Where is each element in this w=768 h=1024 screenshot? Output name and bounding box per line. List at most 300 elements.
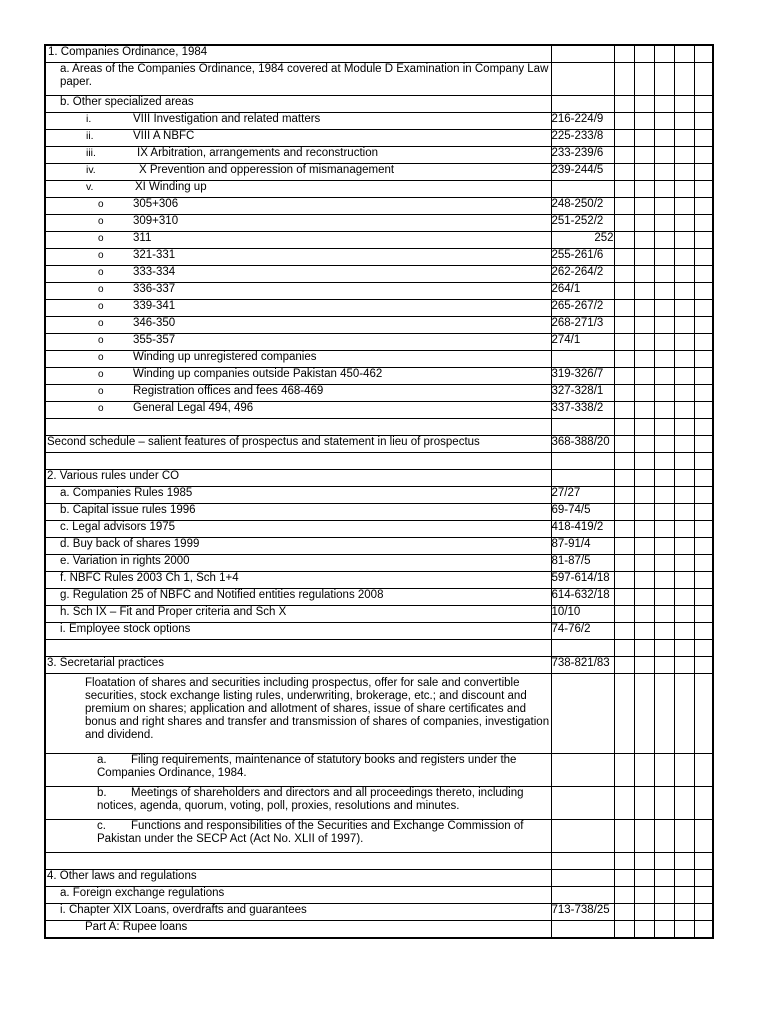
checkbox-cell[interactable] xyxy=(654,787,674,820)
topic-text: 1. Companies Ordinance, 1984 xyxy=(48,46,208,58)
checkbox-cell[interactable] xyxy=(634,820,654,853)
table-row xyxy=(45,453,713,470)
page-ref-cell xyxy=(551,96,614,113)
checkbox-cell[interactable] xyxy=(634,555,654,572)
checkbox-cell[interactable] xyxy=(654,572,674,589)
checkbox-cell[interactable] xyxy=(634,538,654,555)
checkbox-cell[interactable] xyxy=(654,555,674,572)
checkbox-cell[interactable] xyxy=(634,232,654,249)
topic-cell xyxy=(45,45,551,63)
checkbox-cell[interactable] xyxy=(694,623,713,640)
checkbox-cell[interactable] xyxy=(694,470,713,487)
table-row xyxy=(45,470,713,487)
checkbox-cell[interactable] xyxy=(674,904,694,921)
page-ref-cell xyxy=(551,787,614,820)
checkbox-cell[interactable] xyxy=(654,283,674,300)
checkbox-cell[interactable] xyxy=(614,181,634,198)
checkbox-cell[interactable] xyxy=(694,317,713,334)
checkbox-cell[interactable] xyxy=(634,334,654,351)
checkbox-cell[interactable] xyxy=(614,113,634,130)
topic-text: c. Legal advisors 1975 xyxy=(60,521,176,533)
topic-cell xyxy=(45,453,551,470)
checkbox-cell[interactable] xyxy=(694,181,713,198)
checkbox-cell[interactable] xyxy=(654,487,674,504)
checkbox-cell[interactable] xyxy=(674,887,694,904)
page-ref-cell xyxy=(551,317,614,334)
checkbox-cell[interactable] xyxy=(694,334,713,351)
checkbox-cell[interactable] xyxy=(614,249,634,266)
checkbox-cell[interactable] xyxy=(614,640,634,657)
checkbox-cell[interactable] xyxy=(674,820,694,853)
checkbox-cell[interactable] xyxy=(674,657,694,674)
checkbox-cell[interactable] xyxy=(674,453,694,470)
checkbox-cell[interactable] xyxy=(694,96,713,113)
checkbox-cell[interactable] xyxy=(674,521,694,538)
checkbox-cell[interactable] xyxy=(694,436,713,453)
checkbox-cell[interactable] xyxy=(634,453,654,470)
checkbox-cell[interactable] xyxy=(654,921,674,939)
checkbox-cell[interactable] xyxy=(634,521,654,538)
checkbox-cell[interactable] xyxy=(674,419,694,436)
checkbox-cell[interactable] xyxy=(654,249,674,266)
table-row xyxy=(45,300,713,317)
checkbox-cell[interactable] xyxy=(654,402,674,419)
topic-cell xyxy=(45,385,551,402)
checkbox-cell[interactable] xyxy=(674,870,694,887)
checkbox-cell[interactable] xyxy=(654,368,674,385)
bullet-marker: o xyxy=(98,301,104,312)
checkbox-cell[interactable] xyxy=(634,606,654,623)
checkbox-cell[interactable] xyxy=(654,504,674,521)
checkbox-cell[interactable] xyxy=(614,402,634,419)
checkbox-cell[interactable] xyxy=(614,820,634,853)
checkbox-cell[interactable] xyxy=(674,436,694,453)
checkbox-cell[interactable] xyxy=(614,300,634,317)
topic-cell xyxy=(45,904,551,921)
checkbox-cell[interactable] xyxy=(614,470,634,487)
checkbox-cell[interactable] xyxy=(614,623,634,640)
checkbox-cell[interactable] xyxy=(614,385,634,402)
topic-cell xyxy=(45,249,551,266)
checkbox-cell[interactable] xyxy=(634,921,654,939)
checkbox-cell[interactable] xyxy=(614,368,634,385)
topic-cell xyxy=(45,921,551,939)
checkbox-cell[interactable] xyxy=(634,504,654,521)
checkbox-cell[interactable] xyxy=(694,921,713,939)
checkbox-cell[interactable] xyxy=(654,657,674,674)
checkbox-cell[interactable] xyxy=(674,334,694,351)
checkbox-cell[interactable] xyxy=(654,538,674,555)
checkbox-cell[interactable] xyxy=(614,674,634,754)
checkbox-cell[interactable] xyxy=(694,351,713,368)
checkbox-cell[interactable] xyxy=(674,853,694,870)
bullet-marker: o xyxy=(98,403,104,414)
topic-cell xyxy=(45,555,551,572)
checkbox-cell[interactable] xyxy=(634,113,654,130)
checkbox-cell[interactable] xyxy=(634,164,654,181)
checkbox-cell[interactable] xyxy=(634,215,654,232)
checkbox-cell[interactable] xyxy=(614,45,634,63)
checkbox-cell[interactable] xyxy=(634,147,654,164)
checkbox-cell[interactable] xyxy=(694,787,713,820)
checkbox-cell[interactable] xyxy=(654,589,674,606)
checkbox-cell[interactable] xyxy=(674,215,694,232)
checkbox-cell[interactable] xyxy=(634,317,654,334)
checkbox-cell[interactable] xyxy=(634,198,654,215)
page-ref: 274/1 xyxy=(551,334,581,346)
page-ref: 233-239/6 xyxy=(551,147,604,159)
checkbox-cell[interactable] xyxy=(654,215,674,232)
checkbox-cell[interactable] xyxy=(654,904,674,921)
page-ref-cell xyxy=(551,249,614,266)
topic-cell xyxy=(45,487,551,504)
checkbox-cell[interactable] xyxy=(654,870,674,887)
checkbox-cell[interactable] xyxy=(634,853,654,870)
checkbox-cell[interactable] xyxy=(654,606,674,623)
checkbox-cell[interactable] xyxy=(614,504,634,521)
checkbox-cell[interactable] xyxy=(674,555,694,572)
checkbox-cell[interactable] xyxy=(614,787,634,820)
bullet-marker: o xyxy=(98,369,104,380)
checkbox-cell[interactable] xyxy=(694,453,713,470)
page-ref: 265-267/2 xyxy=(551,300,604,312)
page-ref-cell xyxy=(551,921,614,939)
checkbox-cell[interactable] xyxy=(614,266,634,283)
checkbox-cell[interactable] xyxy=(694,572,713,589)
checkbox-cell[interactable] xyxy=(674,623,694,640)
table-row xyxy=(45,266,713,283)
topic-cell xyxy=(45,334,551,351)
checkbox-cell[interactable] xyxy=(694,232,713,249)
page-ref-cell xyxy=(551,487,614,504)
checkbox-cell[interactable] xyxy=(614,453,634,470)
page-ref-cell xyxy=(551,436,614,453)
checkbox-cell[interactable] xyxy=(654,198,674,215)
table-row xyxy=(45,521,713,538)
checkbox-cell[interactable] xyxy=(674,470,694,487)
checkbox-cell[interactable] xyxy=(634,436,654,453)
checkbox-cell[interactable] xyxy=(634,787,654,820)
checkbox-cell[interactable] xyxy=(674,640,694,657)
checkbox-cell[interactable] xyxy=(654,419,674,436)
checkbox-cell[interactable] xyxy=(634,96,654,113)
table-row xyxy=(45,870,713,887)
checkbox-cell[interactable] xyxy=(634,300,654,317)
checkbox-cell[interactable] xyxy=(674,351,694,368)
checkbox-cell[interactable] xyxy=(674,181,694,198)
checkbox-cell[interactable] xyxy=(654,232,674,249)
checkbox-cell[interactable] xyxy=(694,820,713,853)
checkbox-cell[interactable] xyxy=(634,674,654,754)
checkbox-cell[interactable] xyxy=(654,820,674,853)
checkbox-cell[interactable] xyxy=(654,130,674,147)
checkbox-cell[interactable] xyxy=(674,45,694,63)
topic-cell xyxy=(45,283,551,300)
checkbox-cell[interactable] xyxy=(614,419,634,436)
checkbox-cell[interactable] xyxy=(614,351,634,368)
topic-text: 305+306 xyxy=(133,198,179,210)
page-ref: 239-244/5 xyxy=(551,164,604,176)
checkbox-cell[interactable] xyxy=(654,164,674,181)
checkbox-cell[interactable] xyxy=(674,787,694,820)
page-ref-cell xyxy=(551,904,614,921)
checkbox-cell[interactable] xyxy=(674,921,694,939)
checkbox-cell[interactable] xyxy=(674,487,694,504)
topic-cell xyxy=(45,572,551,589)
checkbox-cell[interactable] xyxy=(614,147,634,164)
checkbox-cell[interactable] xyxy=(694,555,713,572)
checkbox-cell[interactable] xyxy=(634,487,654,504)
checkbox-cell[interactable] xyxy=(654,385,674,402)
checkbox-cell[interactable] xyxy=(634,266,654,283)
checkbox-cell[interactable] xyxy=(634,589,654,606)
checkbox-cell[interactable] xyxy=(674,147,694,164)
table-row xyxy=(45,787,713,820)
checkbox-cell[interactable] xyxy=(694,198,713,215)
checkbox-cell[interactable] xyxy=(654,63,674,96)
checkbox-cell[interactable] xyxy=(674,385,694,402)
checkbox-cell[interactable] xyxy=(694,419,713,436)
checkbox-cell[interactable] xyxy=(694,870,713,887)
checkbox-cell[interactable] xyxy=(694,402,713,419)
topic-cell xyxy=(45,419,551,436)
checkbox-cell[interactable] xyxy=(634,754,654,787)
topic-text: b. Other specialized areas xyxy=(60,96,194,108)
checkbox-cell[interactable] xyxy=(674,198,694,215)
checkbox-cell[interactable] xyxy=(694,63,713,96)
checkbox-cell[interactable] xyxy=(634,657,654,674)
checkbox-cell[interactable] xyxy=(674,130,694,147)
checkbox-cell[interactable] xyxy=(614,853,634,870)
checkbox-cell[interactable] xyxy=(634,904,654,921)
checkbox-cell[interactable] xyxy=(634,130,654,147)
checkbox-cell[interactable] xyxy=(654,754,674,787)
topic-text: Meetings of shareholders and directors and all proceedings thereto, including notices, agenda, quorum, voting, poll, proxies, resolutions and minutes. xyxy=(97,787,524,812)
checkbox-cell[interactable] xyxy=(694,754,713,787)
checkbox-cell[interactable] xyxy=(634,623,654,640)
topic-cell xyxy=(45,198,551,215)
page-ref: 216-224/9 xyxy=(551,113,604,125)
checkbox-cell[interactable] xyxy=(654,266,674,283)
topic-text: a. Companies Rules 1985 xyxy=(60,487,193,499)
checkbox-cell[interactable] xyxy=(654,300,674,317)
page-ref-cell xyxy=(551,754,614,787)
checkbox-cell[interactable] xyxy=(614,521,634,538)
checkbox-cell[interactable] xyxy=(674,368,694,385)
checkbox-cell[interactable] xyxy=(694,853,713,870)
table-row xyxy=(45,921,713,939)
checkbox-cell[interactable] xyxy=(654,640,674,657)
checkbox-cell[interactable] xyxy=(674,589,694,606)
checkbox-cell[interactable] xyxy=(694,215,713,232)
checkbox-cell[interactable] xyxy=(654,317,674,334)
checkbox-cell[interactable] xyxy=(694,368,713,385)
checkbox-cell[interactable] xyxy=(614,63,634,96)
topic-text: 321-331 xyxy=(133,249,176,261)
checkbox-cell[interactable] xyxy=(674,572,694,589)
checkbox-cell[interactable] xyxy=(614,870,634,887)
checkbox-cell[interactable] xyxy=(614,436,634,453)
bullet-marker: o xyxy=(98,386,104,397)
table-row xyxy=(45,130,713,147)
checkbox-cell[interactable] xyxy=(694,385,713,402)
page-ref-cell xyxy=(551,657,614,674)
checkbox-cell[interactable] xyxy=(634,870,654,887)
bullet-marker: o xyxy=(98,284,104,295)
topic-cell xyxy=(45,351,551,368)
checkbox-cell[interactable] xyxy=(634,887,654,904)
checkbox-cell[interactable] xyxy=(654,436,674,453)
page-ref-cell xyxy=(551,45,614,63)
page-ref: 319-326/7 xyxy=(551,368,604,380)
checkbox-cell[interactable] xyxy=(694,904,713,921)
checkbox-cell[interactable] xyxy=(694,606,713,623)
table-row xyxy=(45,402,713,419)
checkbox-cell[interactable] xyxy=(694,674,713,754)
checkbox-cell[interactable] xyxy=(614,589,634,606)
checkbox-cell[interactable] xyxy=(674,300,694,317)
page-ref-cell xyxy=(551,215,614,232)
checkbox-cell[interactable] xyxy=(654,623,674,640)
checkbox-cell[interactable] xyxy=(694,640,713,657)
checkbox-cell[interactable] xyxy=(614,555,634,572)
table-row xyxy=(45,606,713,623)
bullet-marker: o xyxy=(98,267,104,278)
checkbox-cell[interactable] xyxy=(654,887,674,904)
checkbox-cell[interactable] xyxy=(694,266,713,283)
checkbox-cell[interactable] xyxy=(694,521,713,538)
checkbox-cell[interactable] xyxy=(694,300,713,317)
checkbox-cell[interactable] xyxy=(614,130,634,147)
topic-text: 3. Secretarial practices xyxy=(47,657,164,669)
checkbox-cell[interactable] xyxy=(694,887,713,904)
table-row xyxy=(45,164,713,181)
topic-cell xyxy=(45,870,551,887)
checkbox-cell[interactable] xyxy=(614,754,634,787)
checkbox-cell[interactable] xyxy=(674,249,694,266)
checkbox-cell[interactable] xyxy=(634,640,654,657)
checkbox-cell[interactable] xyxy=(674,674,694,754)
checkbox-cell[interactable] xyxy=(654,453,674,470)
page-ref-cell xyxy=(551,147,614,164)
checkbox-cell[interactable] xyxy=(634,181,654,198)
checkbox-cell[interactable] xyxy=(654,113,674,130)
checkbox-cell[interactable] xyxy=(694,504,713,521)
checkbox-cell[interactable] xyxy=(674,232,694,249)
checkbox-cell[interactable] xyxy=(694,113,713,130)
checkbox-cell[interactable] xyxy=(634,45,654,63)
checkbox-cell[interactable] xyxy=(694,657,713,674)
checkbox-cell[interactable] xyxy=(674,402,694,419)
checkbox-cell[interactable] xyxy=(674,164,694,181)
checkbox-cell[interactable] xyxy=(614,198,634,215)
topic-cell xyxy=(45,504,551,521)
checkbox-cell[interactable] xyxy=(694,589,713,606)
checkbox-cell[interactable] xyxy=(614,904,634,921)
checkbox-cell[interactable] xyxy=(674,754,694,787)
checkbox-cell[interactable] xyxy=(654,521,674,538)
table-row xyxy=(45,113,713,130)
topic-text: f. NBFC Rules 2003 Ch 1, Sch 1+4 xyxy=(60,572,239,584)
table-row xyxy=(45,317,713,334)
checkbox-cell[interactable] xyxy=(694,45,713,63)
checkbox-cell[interactable] xyxy=(694,164,713,181)
table-row xyxy=(45,436,713,453)
checkbox-cell[interactable] xyxy=(634,385,654,402)
checkbox-cell[interactable] xyxy=(614,921,634,939)
page-ref: 252 xyxy=(594,232,614,244)
checkbox-cell[interactable] xyxy=(674,63,694,96)
checkbox-cell[interactable] xyxy=(634,419,654,436)
checkbox-cell[interactable] xyxy=(694,283,713,300)
checkbox-cell[interactable] xyxy=(654,470,674,487)
checkbox-cell[interactable] xyxy=(674,283,694,300)
checkbox-cell[interactable] xyxy=(654,853,674,870)
checkbox-cell[interactable] xyxy=(634,470,654,487)
checkbox-cell[interactable] xyxy=(614,487,634,504)
checkbox-cell[interactable] xyxy=(674,113,694,130)
checkbox-cell[interactable] xyxy=(634,283,654,300)
topic-text: Filing requirements, maintenance of statutory books and registers under the Companies Ordinance, 1984. xyxy=(97,754,517,779)
checkbox-cell[interactable] xyxy=(634,351,654,368)
checkbox-cell[interactable] xyxy=(614,606,634,623)
checkbox-cell[interactable] xyxy=(694,147,713,164)
checkbox-cell[interactable] xyxy=(654,45,674,63)
table-row xyxy=(45,555,713,572)
table-row xyxy=(45,232,713,249)
checkbox-cell[interactable] xyxy=(654,674,674,754)
checkbox-cell[interactable] xyxy=(654,334,674,351)
checkbox-cell[interactable] xyxy=(614,96,634,113)
checkbox-cell[interactable] xyxy=(634,368,654,385)
checkbox-cell[interactable] xyxy=(674,317,694,334)
table-row xyxy=(45,853,713,870)
checkbox-cell[interactable] xyxy=(614,334,634,351)
checkbox-cell[interactable] xyxy=(614,887,634,904)
checkbox-cell[interactable] xyxy=(674,606,694,623)
checkbox-cell[interactable] xyxy=(614,538,634,555)
checkbox-cell[interactable] xyxy=(614,657,634,674)
page-ref-cell xyxy=(551,640,614,657)
checkbox-cell[interactable] xyxy=(694,487,713,504)
checkbox-cell[interactable] xyxy=(674,266,694,283)
checkbox-cell[interactable] xyxy=(634,402,654,419)
checkbox-cell[interactable] xyxy=(614,317,634,334)
checkbox-cell[interactable] xyxy=(634,572,654,589)
checkbox-cell[interactable] xyxy=(634,63,654,96)
checkbox-cell[interactable] xyxy=(614,164,634,181)
checkbox-cell[interactable] xyxy=(654,351,674,368)
checkbox-cell[interactable] xyxy=(694,130,713,147)
checkbox-cell[interactable] xyxy=(694,249,713,266)
page-ref-cell xyxy=(551,351,614,368)
checkbox-cell[interactable] xyxy=(654,96,674,113)
checkbox-cell[interactable] xyxy=(614,572,634,589)
checkbox-cell[interactable] xyxy=(614,232,634,249)
checkbox-cell[interactable] xyxy=(674,96,694,113)
checkbox-cell[interactable] xyxy=(654,147,674,164)
checkbox-cell[interactable] xyxy=(614,215,634,232)
checkbox-cell[interactable] xyxy=(614,283,634,300)
checkbox-cell[interactable] xyxy=(674,504,694,521)
page-ref: 337-338/2 xyxy=(551,402,604,414)
topic-cell xyxy=(45,215,551,232)
checkbox-cell[interactable] xyxy=(654,181,674,198)
checkbox-cell[interactable] xyxy=(634,249,654,266)
topic-text: 333-334 xyxy=(133,266,176,278)
checkbox-cell[interactable] xyxy=(694,538,713,555)
checkbox-cell[interactable] xyxy=(674,538,694,555)
